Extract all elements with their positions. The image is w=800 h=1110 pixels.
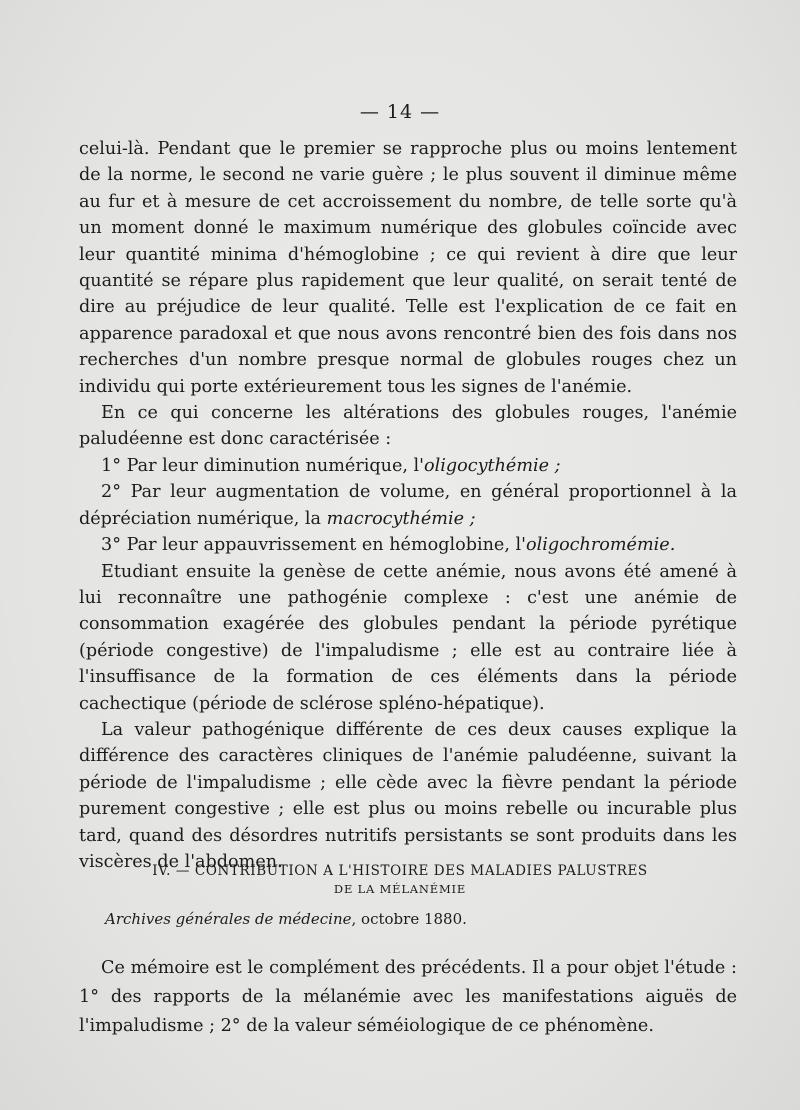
list-item [79,453,737,479]
paragraph: celui-là. Pendant que le premier se rapproche plus ou moins lentement de la norme, le second ne varie guère ; le plus souvent il diminue même au fur et à mesure de cet accroissement du nombre, de telle sorte qu'à un moment donné le maximum numérique des globules coïncide avec leur quantité minima d'hémoglobine ; ce qui revient à dire que leur quantité se répare plus rapidement que leur qualité, on serait tenté de dire au préjudice de leur qualité. Telle est l'explication de ce fait en apparence paradoxal et que nous avons rencontré bien des fois dans nos recherches d'un nombre presque normal de globules rouges chez un individu qui porte extérieurement tous les signes de l'anémie. [79,139,737,397]
paragraph: Etudiant ensuite la genèse de cette anémie, nous avons été amené à lui reconnaître une pathogénie complexe : c'est une anémie de consommation exagérée des globules pendant la période pyrétique (période congestive) de l'impaludisme ; elle est au contraire liée à l'insuffisance de la formation de ces éléments dans la période cachectique (période de sclérose spléno-hépatique). [79,561,737,714]
list-item-text: 1° Par leur diminution numérique, l' [101,455,425,476]
body-text [79,136,737,875]
citation-journal: Archives générales de médecine [105,910,352,928]
term-italic: oligochromémie. [525,535,676,556]
paragraph: En ce qui concerne les altérations des globules rouges, l'anémie paludéenne est donc caractérisée : [79,403,737,450]
list-item [79,532,737,558]
page-number: — 14 — [359,101,441,123]
list-item [79,479,737,532]
citation [105,910,467,928]
list-item-text: 2° Par leur augmentation de volume, en général proportionnel à la dépréciation numérique, la [79,482,737,529]
paragraph: Ce mémoire est le complément des précédents. Il a pour objet l'étude : 1° des rapports de la mélanémie avec les manifestations aiguës de l'impaludisme ; 2° de la valeur séméiologique de ce phénomène. [79,958,737,1036]
term-italic: oligocythémie ; [424,455,561,476]
paragraph: La valeur pathogénique différente de ces deux causes explique la différence des caractères cliniques de l'anémie paludéenne, suivant la période de l'impaludisme ; elle cède avec la fièvre pendant la période purement congestive ; elle est plus ou moins rebelle ou incurable plus tard, quand des désordres nutritifs persistants se sont produits dans les viscères de l'abdomen. [79,719,737,872]
list-item-text: 3° Par leur appauvrissement en hémoglobine, l' [101,535,526,556]
citation-date: , octobre 1880. [351,910,467,928]
section-subtitle: DE LA MÉLANÉMIE [333,882,467,896]
section-title: IV. — CONTRIBUTION A L'HISTOIRE DES MALADIES PALUSTRES [152,863,648,879]
closing-text [79,954,737,1041]
term-italic: macrocythémie ; [326,508,476,529]
